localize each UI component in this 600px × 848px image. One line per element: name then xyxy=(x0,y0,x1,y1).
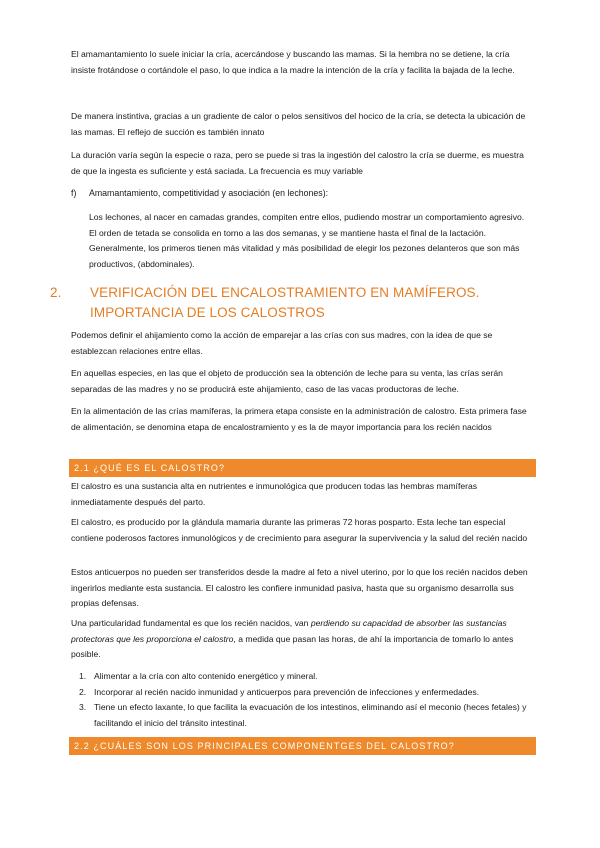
list-item xyxy=(71,700,533,731)
paragraph-lechones: Los lechones, al nacer en camadas grandes, compiten entre ellos, pudiendo mostrar un comportamiento agresivo. El orden de tetada se consolida en torno a las dos semanas, y se mantiene hasta el final de la lactación. Generalmente, los primeros tienen más vitalidad y más posibilidad de elegir los pezones delanteros que son más productivos, (abdominales). xyxy=(89,212,525,269)
list-item-text: Incorporar al recién nacido inmunidad y anticuerpos para prevención de infecciones y enfermedades. xyxy=(94,686,480,697)
particularidad-text-italic: perdiendo su capacidad de absorber las sustancias protectoras que les proporciona el calostro xyxy=(71,618,507,644)
paragraph-amamantamiento-inicio: El amamantamiento lo suele iniciar la cría, acercándose y buscando las mamas. Si la hembra no se detiene, la cría insiste frotándose o cortándole el paso, lo que indica a la madre la intención de la cría y facilita la bajada de la leche. xyxy=(71,49,515,75)
subsection-f-title: Amamantamiento, competitividad y asociación (en lechones): xyxy=(88,188,329,198)
paragraph-especies-leche: En aquellas especies, en las que el objeto de producción sea la obtención de leche para su venta, las crías serán separadas de las madres y no se producirá este ahijamiento, caso de las vacas productoras de leche. xyxy=(71,368,503,394)
list-item-text: Tiene un efecto laxante, lo que facilita la evacuación de los intestinos, eliminando así el meconio (heces fetales) y facilitando el inicio del tránsito intestinal. xyxy=(94,702,527,728)
paragraph-alimentacion-crias: En la alimentación de las crías mamíferas, la primera etapa consiste en la administración de calostro. Esta primera fase de alimentación, se denomina etapa de encalostramiento y es la de mayor importancia para los recién nacidos xyxy=(71,406,527,432)
paragraph-instinto: De manera instintiva, gracias a un gradiente de calor o pelos sensitivos del hocico de la cría, se detecta la ubicación de las mamas. El reflejo de succión es también innato xyxy=(71,111,526,137)
section-2-2-heading: 2.2 ¿CUÁLES SON LOS PRINCIPALES COMPONENTGES DEL CALOSTRO? xyxy=(69,737,536,755)
section-2-number: 2. xyxy=(50,285,62,300)
paragraph-duracion: La duración varía según la especie o raza, pero se puede si tras la ingestión del calostro la cría se duerme, es muestra de que la ingesta es suficiente y está saciada. La frecuencia es muy variable xyxy=(71,150,524,176)
subsection-f-label: f) xyxy=(71,188,77,198)
paragraph-anticuerpos: Estos anticuerpos no pueden ser transferidos desde la madre al feto a nivel uterino, por lo que los recién nacidos deben ingerirlos mediante esta sustancia. El calostro les confiere inmunidad pasiva, hasta que su organismo desarrolla sus propias defensas. xyxy=(71,567,528,608)
paragraph-particularidad xyxy=(71,616,533,663)
list-item-number: 1. xyxy=(79,671,87,681)
list-item-number: 3. xyxy=(79,702,87,712)
particularidad-text-start: Una particularidad fundamental es que los recién nacidos, van xyxy=(71,618,311,628)
paragraph-que-es-calostro: El calostro es una sustancia alta en nutrientes e inmunológica que producen todas las hembras mamíferas inmediatamente después del parto. xyxy=(71,481,478,507)
subsection-f-heading xyxy=(71,186,328,202)
particularidad-text-end: , a medida que pasan las horas, de ahí la importancia de tomarlo lo antes posible. xyxy=(71,633,514,659)
list-item-text: Alimentar a la cría con alto contenido energético y mineral. xyxy=(94,671,318,681)
list-item xyxy=(71,669,533,685)
list-item-number: 2. xyxy=(79,686,87,697)
calostro-functions-list xyxy=(71,669,533,731)
paragraph-glandula-mamaria: El calostro, es producido por la glándula mamaria durante las primeras 72 horas posparto. Esta leche tan especial contiene poderosos factores inmunológicos y de crecimiento para asegurar la supervivencia y la salud del recién nacido xyxy=(71,517,528,543)
section-2-title: VERIFICACIÓN DEL ENCALOSTRAMIENTO EN MAMÍFEROS. IMPORTANCIA DE LOS CALOSTROS xyxy=(90,285,480,320)
list-item xyxy=(71,685,533,701)
paragraph-ahijamiento: Podemos definir el ahijamiento como la acción de emparejar a las crías con sus madres, con la idea de que se establezcan relaciones entre ellas. xyxy=(71,330,493,356)
section-2-1-heading: 2.1 ¿QUÉ ES EL CALOSTRO? xyxy=(69,459,536,477)
